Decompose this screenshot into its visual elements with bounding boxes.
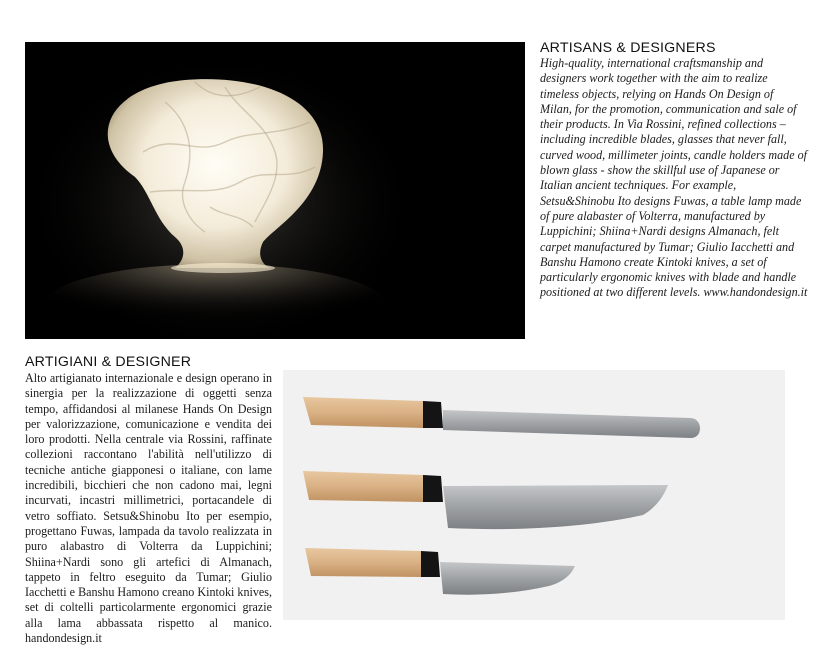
italian-heading: ARTIGIANI & DESIGNER <box>25 354 192 370</box>
italian-body-text: Alto artigianato internazionale e design operano in sinergia per la realizzazione di oggetti senza tempo, affidandosi al milanese Hands On Design per valorizzazione, comunicazione e vendita dei loro prodotti. Nella centrale via Rossini, raffinate collezioni raccontano l'abilità nell'utilizzo di tecniche antiche giapponesi o italiane, con lame incredibili, bicchieri che non cadono mai, legni incurvati, incastri millimetrici, portacandele di vetro soffiato. Setsu&Shinobu Ito per esempio, progettano Fuwas, lampada da tavolo realizzata in puro alabastro di Volterra da Luppichini; Shiina+Nardi sono gli artefici di Almanach, tappeto in feltro eseguito da Tumar; Giulio Iacchetti e Banshu Hamono creano Kintoki knives, set di coltelli particolarmente ergonomici grazie alla lama abbassata rispetto al manico. handondesign.it <box>25 371 272 646</box>
knives-photo <box>283 370 785 620</box>
english-body-text: High-quality, international craftsmanship and designers work together with the aim to realize timeless objects, relying on Hands On Design of Milan, for the promotion, communication and sale of their products. In Via Rossini, refined collections – including incredible blades, glasses that never fall, curved wood, millimeter joints, candle holders made of blown glass - show the skillful use of Japanese or Italian ancient techniques. For example, Setsu&Shinobu Ito designs Fuwas, a table lamp made of pure alabaster of Volterra, manufactured by Luppichini; Shiina+Nardi designs Almanach, felt carpet manufactured by Tumar; Giulio Iacchetti and Banshu Hamono create Kintoki knives, a set of particularly ergonomic knives with blade and handle positioned at two different levels. www.handondesign.it <box>540 56 808 300</box>
kintoki-knives-illustration <box>283 370 785 620</box>
lamp-photo <box>25 42 525 339</box>
alabaster-lamp-illustration <box>25 42 525 339</box>
english-heading: ARTISANS & DESIGNERS <box>540 40 716 56</box>
